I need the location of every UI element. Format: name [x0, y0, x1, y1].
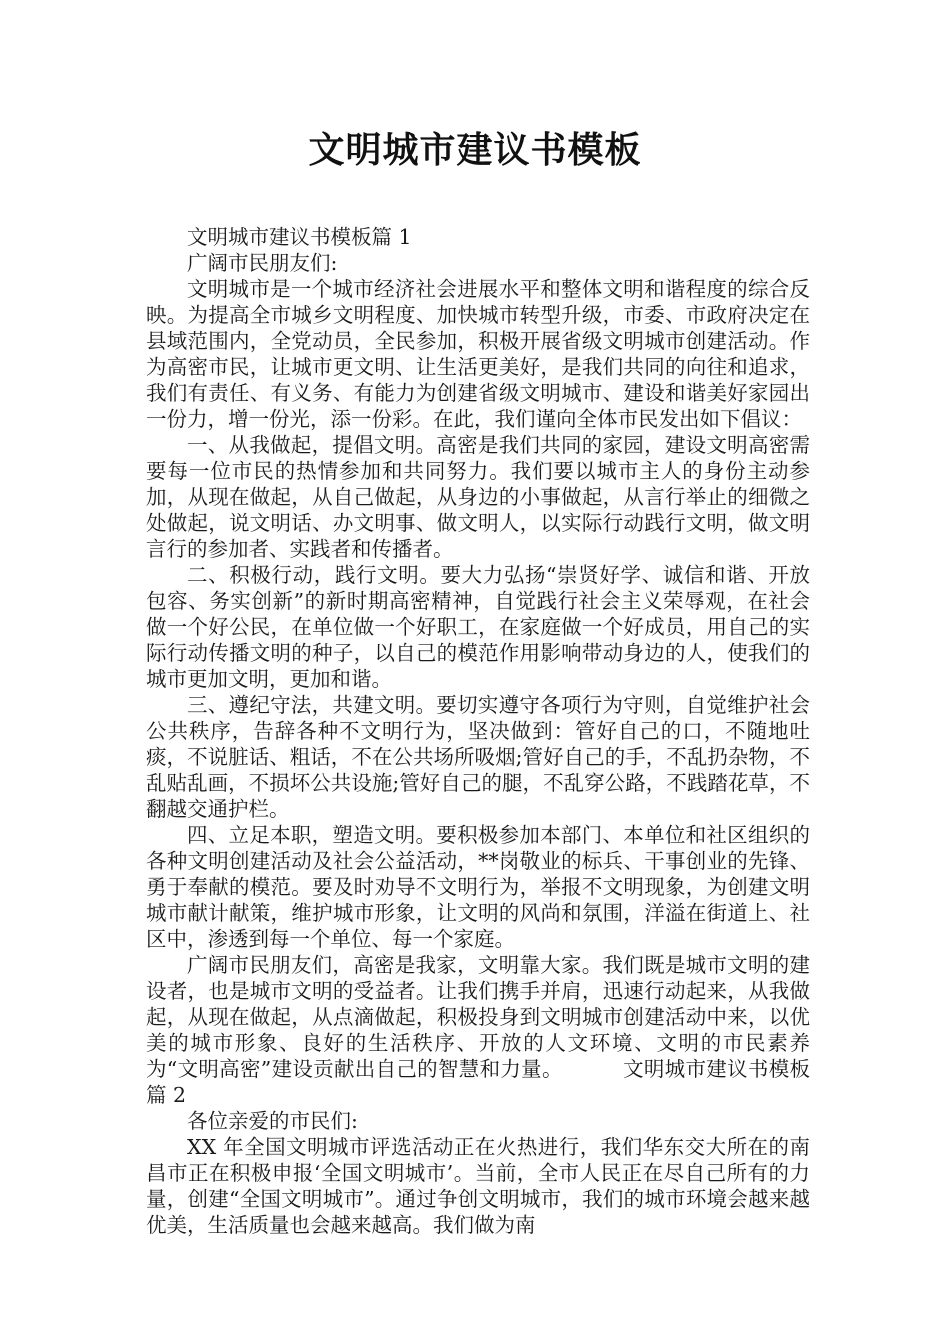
closing-paragraph-text: 广阔市民朋友们，高密是我家，文明靠大家。我们既是城市文明的建设者，也是城市文明的受益者。让我们携手并肩，迅速行动起来，从我做起，从现在做起，从点滴做起，积极投身到文明城市创建活动中来，以优美的城市形象、良好的生活秩序、开放的人文环境、文明的市民素养为“文明高密”建设贡献出自己的智慧和力量。 — [146, 953, 810, 1081]
section1-heading: 文明城市建议书模板篇 1 — [187, 225, 412, 249]
section1-paragraph-point-1: 一、从我做起，提倡文明。高密是我们共同的家园，建设文明高密需要每一位市民的热情参加和共同努力。我们要以城市主人的身份主动参加，从现在做起，从自己做起，从身边的小事做起，从言行举止的细微之处做起，说文明话、办文明事、做文明人，以实际行动践行文明，做文明言行的参加者、实践者和传播者。 — [146, 433, 810, 561]
section1-paragraph-point-3: 三、遵纪守法，共建文明。要切实遵守各项行为守则，自觉维护社会公共秩序，告辞各种不文明行为，坚决做到：管好自己的口，不随地吐痰，不说脏话、粗话，不在公共场所吸烟;管好自己的手，不乱扔杂物，不乱贴乱画，不损坏公共设施;管好自己的腿，不乱穿公路，不践踏花草，不翻越交通护栏。 — [146, 693, 810, 821]
section1-paragraph-point-2: 二、积极行动，践行文明。要大力弘扬“崇贤好学、诚信和谐、开放包容、务实创新”的新时期高密精神，自觉践行社会主义荣辱观，在社会做一个好公民，在单位做一个好职工，在家庭做一个好成员，用自己的实际行动传播文明的种子，以自己的模范作用影响带动身边的人，使我们的城市更加文明，更加和谐。 — [146, 563, 810, 691]
section2-heading: 文明城市建议书模板篇 2 — [146, 1057, 810, 1107]
section2-salutation: 各位亲爱的市民们: — [187, 1109, 358, 1133]
document-title: 文明城市建议书模板 — [308, 130, 642, 171]
section1-salutation: 广阔市民朋友们: — [187, 251, 338, 275]
section2-paragraph: XX 年全国文明城市评选活动正在火热进行，我们华东交大所在的南昌市正在积极申报‘全国文明城市’。当前，全市人民正在尽自己所有的力量，创建“全国文明城市”。通过争创文明城市，我们的城市环境会越来越优美，生活质量也会越来越高。我们做为南 — [146, 1135, 810, 1237]
closing-paragraph — [146, 952, 810, 1108]
document-body — [146, 224, 810, 1238]
section1-paragraph-intro: 文明城市是一个城市经济社会进展水平和整体文明和谐程度的综合反映。为提高全市城乡文明程度、加快城市转型升级，市委、市政府决定在县域范围内，全党动员，全民参加，积极开展省级文明城市创建活动。作为高密市民，让城市更文明、让生活更美好，是我们共同的向往和追求，我们有责任、有义务、有能力为创建省级文明城市、建设和谐美好家园出一份力，增一份光，添一份彩。在此，我们谨向全体市民发出如下倡议： — [146, 277, 810, 431]
section1-paragraph-point-4: 四、立足本职，塑造文明。要积极参加本部门、本单位和社区组织的各种文明创建活动及社会公益活动，**岗敬业的标兵、干事创业的先锋、勇于奉献的模范。要及时劝导不文明行为，举报不文明现象，为创建文明城市献计献策，维护城市形象，让文明的风尚和氛围，洋溢在街道上、社区中，渗透到每一个单位、每一个家庭。 — [146, 823, 810, 951]
